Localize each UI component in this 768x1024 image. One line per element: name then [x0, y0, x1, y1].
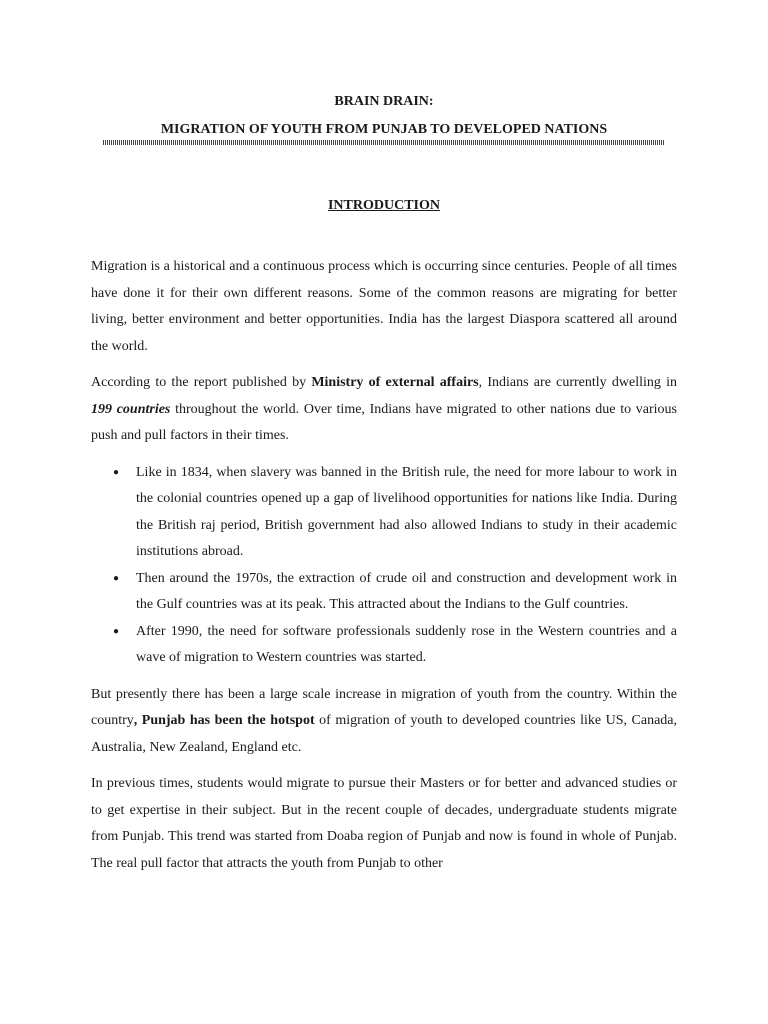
document-subtitle: MIGRATION OF YOUTH FROM PUNJAB TO DEVELOPED NATIONS: [160, 122, 608, 137]
document-body: [91, 254, 677, 887]
paragraph-2-text-c: throughout the world. Over time, Indians have migrated to other nations due to various push and pull factors in their times.: [91, 401, 677, 443]
paragraph-2: [91, 370, 677, 450]
punjab-emphasis: , Punjab has been the hotspot: [133, 713, 315, 728]
bullet-icon: ●: [113, 625, 120, 637]
bullet-icon: ●: [113, 466, 120, 478]
paragraph-1: Migration is a historical and a continuous process which is occurring since centuries. People of all times have done it for their own different reasons. Some of the common reasons are migrating for better living, better environment and better opportunities. India has the largest Diaspora scattered all around the world.: [91, 259, 677, 354]
list-item: [113, 566, 677, 619]
bullet-list: [91, 460, 677, 672]
countries-emphasis: 199 countries: [91, 401, 171, 417]
list-item-text: After 1990, the need for software professionals suddenly rose in the Western countries and a wave of migration to Western countries was started.: [136, 623, 677, 665]
ministry-emphasis: Ministry of external affairs: [311, 375, 479, 390]
paragraph-3-text-a: But presently there has been a large scale increase in migration of youth from the country. Within the country: [91, 686, 677, 728]
bullet-icon: ●: [113, 572, 120, 584]
paragraph-3-text-b: of migration of youth to developed countries like US, Canada, Australia, New Zealand, England etc.: [91, 713, 677, 755]
list-item-text: Then around the 1970s, the extraction of crude oil and construction and development work in the Gulf countries was at its peak. This attracted about the Indians to the Gulf countries.: [136, 570, 677, 612]
paragraph-3: [91, 682, 677, 762]
document-title: BRAIN DRAIN:: [334, 94, 434, 109]
list-item-text: Like in 1834, when slavery was banned in the British rule, the need for more labour to work in the colonial countries opened up a gap of livelihood opportunities for nations like India. During the British raj period, British government had also allowed Indians to study in their academic institutions abroad.: [136, 464, 677, 559]
section-heading: INTRODUCTION: [327, 198, 440, 213]
paragraph-2-text-b: , Indians are currently dwelling in: [478, 375, 678, 390]
list-item: [113, 619, 677, 672]
title-divider: [103, 140, 665, 145]
list-item: [113, 460, 677, 566]
paragraph-4: In previous times, students would migrate to pursue their Masters or for better and advanced studies or to get expertise in their subject. But in the recent couple of decades, undergraduate students migrate from Punjab. This trend was started from Doaba region of Punjab and now is found in whole of Punjab. The real pull factor that attracts the youth from Punjab to other: [91, 776, 677, 871]
paragraph-2-text-a: According to the report published by: [91, 375, 312, 390]
